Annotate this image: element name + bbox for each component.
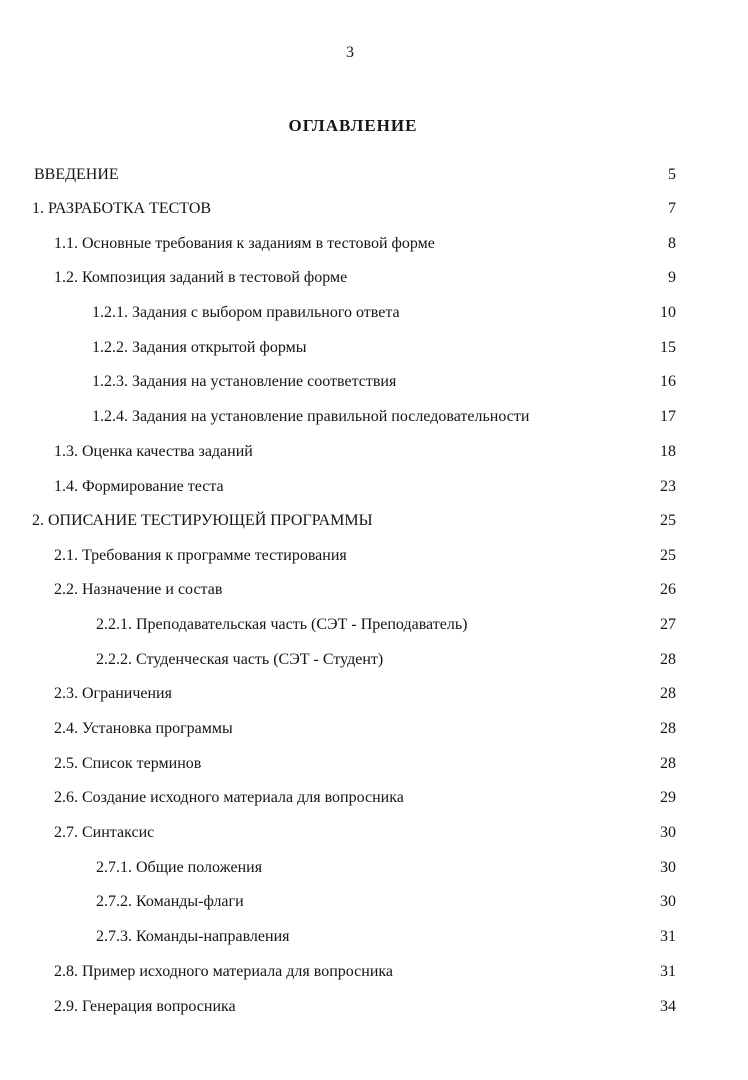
entry-title: 1.2. Композиция заданий в тестовой форме — [54, 269, 348, 286]
entry-title: 2.7.3. Команды-направления — [96, 928, 290, 945]
entry-page: 7 — [668, 200, 676, 217]
entry-page: 30 — [660, 824, 676, 841]
entry-page: 28 — [660, 685, 676, 702]
toc-entry — [0, 648, 748, 672]
toc-entry — [0, 475, 748, 499]
entry-title: 2.3. Ограничения — [54, 685, 172, 702]
entry-title: 1.2.4. Задания на установление правильной последовательности — [92, 408, 530, 425]
toc-entry — [0, 232, 748, 256]
toc-entry — [0, 578, 748, 602]
entry-page: 9 — [668, 269, 676, 286]
entry-page: 29 — [660, 789, 676, 806]
toc-entry — [0, 405, 748, 429]
toc-entry — [0, 995, 748, 1019]
entry-page: 25 — [660, 547, 676, 564]
entry-title: 2.5. Список терминов — [54, 755, 202, 772]
toc-entry — [0, 890, 748, 914]
toc-entry — [0, 717, 748, 741]
entry-page: 28 — [660, 720, 676, 737]
entry-title: 2.7.1. Общие положения — [96, 859, 263, 876]
entry-page: 17 — [660, 408, 676, 425]
toc-entry — [0, 613, 748, 637]
entry-page: 28 — [660, 651, 676, 668]
entry-page: 30 — [660, 859, 676, 876]
entry-title: 1.3. Оценка качества заданий — [54, 443, 253, 460]
entry-title: 2.7.2. Команды-флаги — [96, 893, 244, 910]
entry-title: 2.2.2. Студенческая часть (СЭТ - Студент) — [96, 651, 384, 668]
entry-page: 31 — [660, 928, 676, 945]
entry-title: 2.2.1. Преподавательская часть (СЭТ - Преподаватель) — [96, 616, 468, 633]
entry-page: 27 — [660, 616, 676, 633]
entry-title: 2.1. Требования к программе тестирования — [54, 547, 347, 564]
entry-title: 2.6. Создание исходного материала для вопросника — [54, 789, 404, 806]
toc-entry — [0, 509, 748, 533]
entry-page: 15 — [660, 339, 676, 356]
entry-page: 23 — [660, 478, 676, 495]
entry-title: 1.2.3. Задания на установление соответствия — [92, 373, 397, 390]
entry-page: 28 — [660, 755, 676, 772]
entry-page: 16 — [660, 373, 676, 390]
toc-entry — [0, 925, 748, 949]
toc-entry — [0, 197, 748, 221]
entry-page: 25 — [660, 512, 676, 529]
entry-page: 10 — [660, 304, 676, 321]
entry-title: 1. РАЗРАБОТКА ТЕСТОВ — [32, 200, 212, 217]
toc-entry — [0, 370, 748, 394]
entry-title: 1.1. Основные требования к заданиям в тестовой форме — [54, 235, 435, 252]
toc-title: ОГЛАВЛЕНИЕ — [288, 116, 418, 135]
entry-page: 18 — [660, 443, 676, 460]
entry-page: 26 — [660, 581, 676, 598]
entry-title: 2.9. Генерация вопросника — [54, 998, 236, 1015]
toc-entry — [0, 752, 748, 776]
entry-page: 8 — [668, 235, 676, 252]
toc-entry — [0, 301, 748, 325]
entry-title: 2.8. Пример исходного материала для вопросника — [54, 963, 394, 980]
toc-entry — [0, 163, 748, 187]
toc-entry — [0, 856, 748, 880]
toc-entry — [0, 440, 748, 464]
entry-page: 30 — [660, 893, 676, 910]
entry-page: 5 — [668, 166, 676, 183]
entry-title: 1.4. Формирование теста — [54, 478, 224, 495]
toc-entry — [0, 544, 748, 568]
entry-title: ВВЕДЕНИЕ — [34, 166, 119, 183]
page-number: 3 — [346, 44, 354, 61]
entry-title: 2. ОПИСАНИЕ ТЕСТИРУЮЩЕЙ ПРОГРАММЫ — [32, 512, 373, 529]
toc-entry — [0, 786, 748, 810]
entry-title: 2.2. Назначение и состав — [54, 581, 223, 598]
toc-entry — [0, 821, 748, 845]
toc-entry — [0, 960, 748, 984]
entry-title: 2.4. Установка программы — [54, 720, 233, 737]
entry-title: 1.2.2. Задания открытой формы — [92, 339, 307, 356]
toc-entry — [0, 336, 748, 360]
entry-title: 2.7. Синтаксис — [54, 824, 155, 841]
toc-entry — [0, 682, 748, 706]
entry-title: 1.2.1. Задания с выбором правильного ответа — [92, 304, 400, 321]
entry-page: 34 — [660, 998, 676, 1015]
toc-entry — [0, 266, 748, 290]
entry-page: 31 — [660, 963, 676, 980]
